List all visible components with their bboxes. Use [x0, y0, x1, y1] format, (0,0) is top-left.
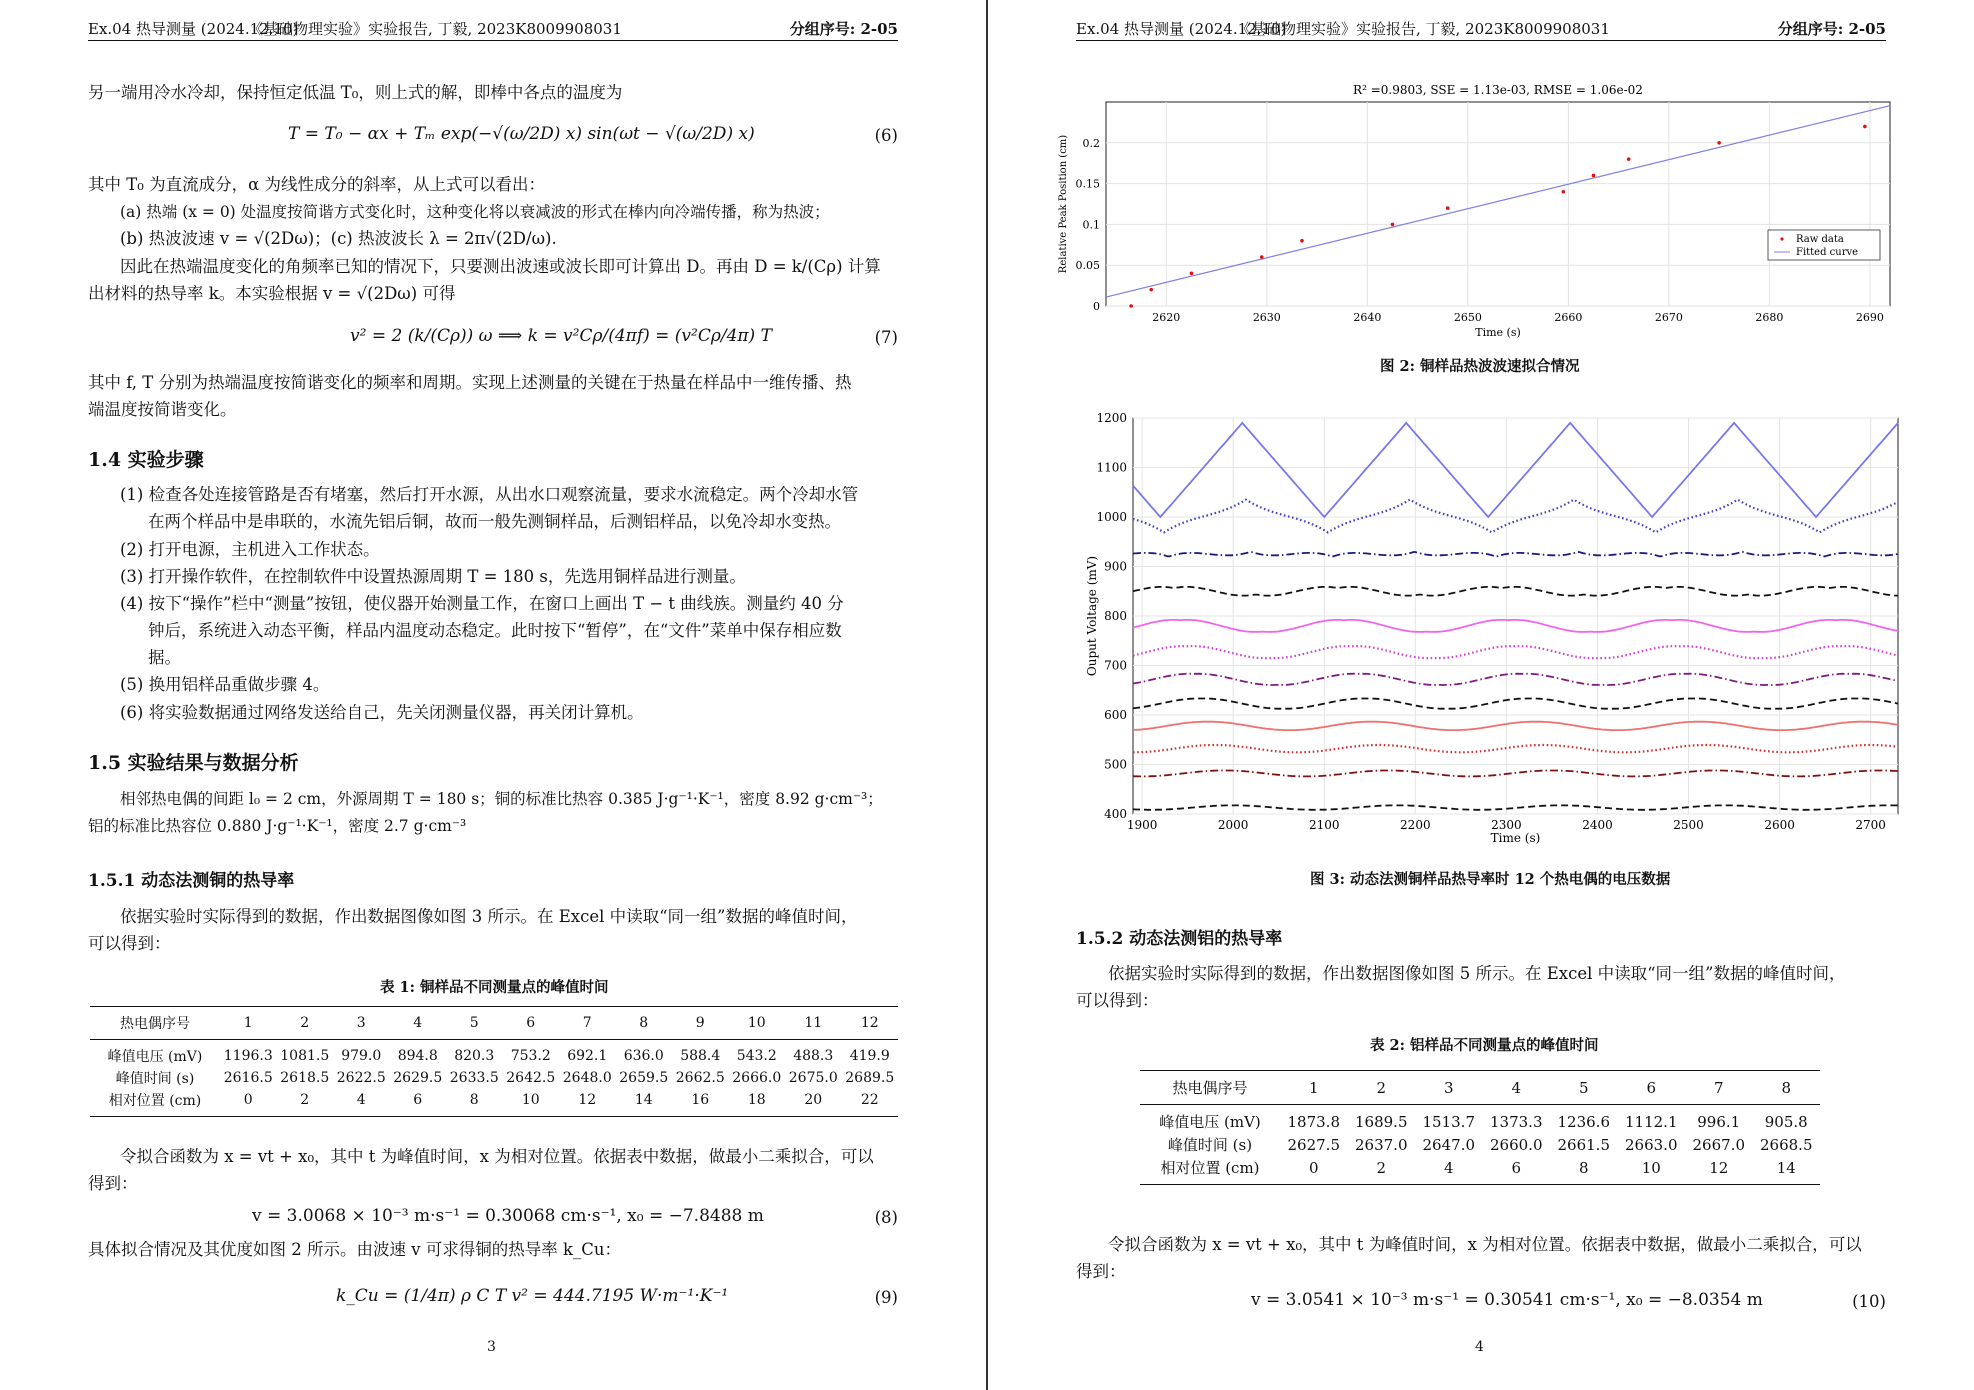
raw-data-point: [1446, 206, 1450, 210]
x-tick-label: 2620: [1152, 311, 1181, 324]
table-row: [90, 1067, 898, 1089]
table-header-cell: 8: [616, 1007, 673, 1040]
paragraph: 另一端用冷水冷却，保持恒定低温 T₀，则上式的解，即棒中各点的温度为: [88, 83, 623, 102]
page-header: [88, 18, 898, 41]
legend-marker: [1780, 237, 1783, 240]
table-cell: 753.2: [510, 1048, 551, 1064]
subsection-heading: 1.5.2 动态法测铝的热导率: [1076, 929, 1283, 949]
table-cell: 0: [1280, 1156, 1348, 1185]
table-cell: 8: [446, 1089, 503, 1117]
list-item: 钟后，系统进入动态平衡，样品内温度动态稳定。此时按下“暂停”，在“文件”菜单中保存相应数: [148, 621, 842, 640]
table-cell: 相对位置 (cm): [90, 1089, 220, 1117]
list-item: 据。: [148, 648, 181, 667]
table-cell: 636.0: [623, 1048, 664, 1064]
y-axis-label: Ouput Voltage (mV): [1085, 555, 1099, 677]
x-tick-label: 2300: [1491, 818, 1522, 832]
table-header-cell: 热电偶序号: [1140, 1071, 1280, 1105]
y-tick-label: 0.05: [1075, 259, 1100, 273]
list-item: (4) 按下“操作”栏中“测量”按钮，使仪器开始测量工作，在窗口上画出 T − t 曲线族。测量约 40 分: [120, 594, 844, 613]
table-header-cell: 2: [1348, 1071, 1416, 1105]
table-cell: 2667.0: [1692, 1135, 1745, 1154]
table-cell: 2: [1348, 1156, 1416, 1185]
equation-number: (6): [874, 126, 898, 145]
paragraph: 得到：: [88, 1174, 138, 1193]
table-header-cell: 1: [220, 1007, 277, 1040]
table-cell: 419.9: [849, 1048, 890, 1064]
header-middle: 《基础物理实验》实验报告, 丁毅, 2023K8009908031: [1236, 20, 1610, 38]
list-item: (a) 热端 (x = 0) 处温度按简谐方式变化时，这种变化将以衰减波的形式在棒内向冷端传播，称为热波；: [120, 203, 830, 221]
table-header-cell: 7: [1685, 1071, 1753, 1105]
paragraph: 依据实验时实际得到的数据，作出数据图像如图 3 所示。在 Excel 中读取“同一组”数据的峰值时间，: [120, 907, 858, 926]
chart-title: R² =0.9803, SSE = 1.13e-03, RMSE = 1.06e-02: [1353, 83, 1643, 97]
table-cell: 2689.5: [845, 1070, 895, 1086]
y-axis-label: Relative Peak Position (cm): [1058, 134, 1069, 274]
table-header-cell: 4: [1483, 1071, 1551, 1105]
table-cell: 588.4: [680, 1048, 721, 1064]
table-cell: 894.8: [397, 1048, 438, 1064]
table-header-cell: 9: [672, 1007, 729, 1040]
table-cell: 692.1: [567, 1048, 608, 1064]
table-caption: 表 1: 铜样品不同测量点的峰值时间: [380, 979, 609, 996]
paragraph: 其中 T₀ 为直流成分，α 为线性成分的斜率，从上式可以看出：: [88, 175, 545, 194]
table-cell: 6: [390, 1089, 447, 1117]
table-cell: 1236.6: [1557, 1112, 1610, 1131]
x-tick-label: 2200: [1400, 818, 1431, 832]
data-table: [1140, 1070, 1820, 1185]
equation-number: (7): [874, 328, 898, 347]
table-cell: 1112.1: [1625, 1112, 1678, 1131]
table-cell: 峰值时间 (s): [1167, 1136, 1253, 1154]
raw-data-point: [1260, 255, 1264, 259]
paragraph: 令拟合函数为 x = vt + x₀，其中 t 为峰值时间，x 为相对位置。依据表中数据，做最小二乘拟合，可以: [120, 1147, 874, 1166]
table-cell: 10: [503, 1089, 560, 1117]
x-tick-label: 2640: [1353, 311, 1382, 324]
table-header-cell: 8: [1753, 1071, 1821, 1105]
table-header-row: [1140, 1071, 1820, 1105]
legend-label: Fitted curve: [1796, 247, 1859, 258]
x-tick-label: 2660: [1554, 311, 1583, 324]
figure-3-voltage-chart: [988, 400, 1974, 860]
table-header-cell: 7: [559, 1007, 616, 1040]
table-cell: 1373.3: [1490, 1112, 1543, 1131]
raw-data-point: [1190, 272, 1194, 276]
data-table: [90, 1006, 898, 1117]
raw-data-point: [1717, 141, 1721, 145]
paragraph: 得到：: [1076, 1262, 1126, 1281]
table-cell: 979.0: [341, 1048, 382, 1064]
table-cell: 2675.0: [788, 1070, 838, 1086]
table-cell: 488.3: [793, 1048, 834, 1064]
table-cell: 1081.5: [280, 1048, 330, 1064]
table-cell: 543.2: [736, 1048, 777, 1064]
table-cell: 22: [842, 1089, 899, 1117]
header-left: Ex.04 热导测量 (2024.12.10): [88, 20, 299, 38]
list-item: (b) 热波波速 v = √(2Dω)；(c) 热波波长 λ = 2π√(2D/ω).: [120, 229, 557, 248]
table-cell: 2637.0: [1355, 1135, 1408, 1154]
y-tick-label: 0.1: [1082, 218, 1100, 232]
y-tick-label: 1200: [1096, 411, 1127, 425]
table-cell: 2668.5: [1760, 1135, 1813, 1154]
y-tick-label: 1000: [1096, 510, 1127, 524]
header-right: 分组序号: 2-05: [1777, 20, 1886, 38]
table-cell: 2659.5: [619, 1070, 669, 1086]
y-tick-label: 600: [1104, 708, 1127, 722]
table-header-cell: 4: [390, 1007, 447, 1040]
table-row: [1140, 1156, 1820, 1185]
table-cell: 820.3: [454, 1048, 495, 1064]
table-cell: 12: [559, 1089, 616, 1117]
paragraph: 相邻热电偶的间距 l₀ = 2 cm，外源周期 T = 180 s；铜的标准比热容 0.385 J·g⁻¹·K⁻¹，密度 8.92 g·cm⁻³；: [120, 790, 883, 808]
list-item: (2) 打开电源，主机进入工作状态。: [120, 540, 380, 559]
table-cell: 14: [616, 1089, 673, 1117]
equation-7: v² = 2 (k/(Cρ)) ω ⟹ k = v²Cρ/(4πf) = (v²Cρ/4π) T: [350, 326, 772, 346]
page-number: 3: [487, 1339, 496, 1355]
equation-10: v = 3.0541 × 10⁻³ m·s⁻¹ = 0.30541 cm·s⁻¹, x₀ = −8.0354 m: [1251, 1290, 1763, 1310]
table-row: [90, 1089, 898, 1117]
table-cell: 2648.0: [562, 1070, 612, 1086]
table-header-cell: 12: [842, 1007, 899, 1040]
x-tick-label: 2630: [1252, 311, 1281, 324]
paragraph: 其中 f, T 分别为热端温度按简谐变化的频率和周期。实现上述测量的关键在于热量在样品中一维传播、热: [88, 373, 852, 392]
section-heading: 1.5 实验结果与数据分析: [88, 752, 299, 774]
table-cell: 1873.8: [1287, 1112, 1340, 1131]
x-tick-label: 2670: [1654, 311, 1683, 324]
equation-9: k_Cu = (1/4π) ρ C T v² = 444.7195 W·m⁻¹·K⁻¹: [336, 1286, 729, 1306]
x-tick-label: 1900: [1126, 818, 1158, 832]
table-cell: 2660.0: [1490, 1135, 1543, 1154]
table-header-cell: 热电偶序号: [90, 1007, 220, 1040]
equation-number: (10): [1852, 1292, 1886, 1311]
y-tick-label: 700: [1104, 658, 1127, 673]
table-cell: 2618.5: [280, 1070, 330, 1086]
y-tick-label: 900: [1104, 559, 1127, 574]
table-header-row: [90, 1007, 898, 1040]
table-cell: 4: [1415, 1156, 1483, 1185]
table-cell: 2633.5: [449, 1070, 499, 1086]
section-heading: 1.4 实验步骤: [88, 449, 204, 471]
list-item: (3) 打开操作软件，在控制软件中设置热源周期 T = 180 s，先选用铜样品进行测量。: [120, 567, 746, 586]
page-number: 4: [1475, 1339, 1484, 1355]
paragraph: 可以得到：: [1076, 991, 1159, 1010]
page-4: [988, 0, 1974, 1390]
y-tick-label: 0.2: [1082, 136, 1100, 150]
table-cell: 峰值电压 (mV): [1159, 1113, 1261, 1131]
table-header-cell: 5: [1550, 1071, 1618, 1105]
table-cell: 2616.5: [223, 1070, 273, 1086]
equation-8: v = 3.0068 × 10⁻³ m·s⁻¹ = 0.30068 cm·s⁻¹, x₀ = −7.8488 m: [252, 1206, 764, 1226]
x-tick-label: 2700: [1855, 818, 1886, 832]
paragraph: 令拟合函数为 x = vt + x₀，其中 t 为峰值时间，x 为相对位置。依据表中数据，做最小二乘拟合，可以: [1108, 1235, 1862, 1254]
x-tick-label: 2000: [1217, 818, 1249, 832]
paragraph: 因此在热端温度变化的角频率已知的情况下，只要测出波速或波长即可计算出 D。再由 D = k/(Cρ) 计算: [120, 257, 881, 276]
header-left: Ex.04 热导测量 (2024.12.10): [1076, 20, 1287, 38]
list-item: (5) 换用铝样品重做步骤 4。: [120, 675, 330, 694]
table-cell: 2: [277, 1089, 334, 1117]
table-header-cell: 3: [1415, 1071, 1483, 1105]
y-tick-label: 500: [1104, 757, 1127, 772]
table-cell: 996.1: [1697, 1112, 1741, 1131]
x-tick-label: 2500: [1673, 818, 1704, 832]
figure-2-fit-chart: [988, 0, 1974, 380]
y-tick-label: 0: [1093, 300, 1100, 313]
header-middle: 《基础物理实验》实验报告, 丁毅, 2023K8009908031: [248, 20, 622, 38]
x-tick-label: 2100: [1308, 818, 1340, 832]
table-cell: 2647.0: [1422, 1135, 1475, 1154]
raw-data-point: [1391, 223, 1395, 227]
table-cell: 2663.0: [1625, 1135, 1678, 1154]
y-tick-label: 0.15: [1075, 177, 1100, 191]
figure-caption: 图 2: 铜样品热波波速拟合情况: [1380, 358, 1580, 375]
table-cell: 14: [1753, 1156, 1821, 1185]
table-header-cell: 11: [785, 1007, 842, 1040]
table-header-cell: 2: [277, 1007, 334, 1040]
raw-data-point: [1129, 304, 1133, 308]
table-cell: 905.8: [1764, 1112, 1808, 1131]
paragraph: 出材料的热导率 k。本实验根据 v = √(2Dω) 可得: [88, 284, 456, 303]
table-row: [1140, 1105, 1820, 1134]
table-header-cell: 1: [1280, 1071, 1348, 1105]
raw-data-point: [1562, 190, 1566, 194]
raw-data-point: [1300, 239, 1304, 243]
table-cell: 0: [220, 1089, 277, 1117]
table-header-cell: 3: [333, 1007, 390, 1040]
x-tick-label: 2680: [1755, 311, 1784, 324]
table-cell: 1513.7: [1422, 1112, 1475, 1131]
table-header-cell: 6: [1618, 1071, 1686, 1105]
list-item: (1) 检查各处连接管路是否有堵塞，然后打开水源，从出水口观察流量，要求水流稳定。两个冷却水管: [120, 485, 859, 504]
equation-6: T = T₀ − αx + Tₘ exp(−√(ω/2D) x) sin(ωt − √(ω/2D) x): [288, 124, 755, 144]
table-cell: 2627.5: [1287, 1135, 1340, 1154]
table-cell: 2661.5: [1557, 1135, 1610, 1154]
y-tick-label: 800: [1104, 609, 1127, 623]
table-cell: 8: [1550, 1156, 1618, 1185]
list-item: 在两个样品中是串联的，水流先铝后铜，故而一般先测铜样品，后测铝样品，以免冷却水变热。: [148, 512, 841, 531]
y-tick-label: 1100: [1096, 460, 1127, 475]
paragraph: 依据实验时实际得到的数据，作出数据图像如图 5 所示。在 Excel 中读取“同一组”数据的峰值时间，: [1108, 964, 1846, 983]
figure-caption: 图 3: 动态法测铜样品热导率时 12 个热电偶的电压数据: [1310, 871, 1671, 888]
table-row: [1140, 1133, 1820, 1156]
table-header-cell: 10: [729, 1007, 786, 1040]
subsection-heading: 1.5.1 动态法测铜的热导率: [88, 871, 295, 891]
table-cell: 2642.5: [506, 1070, 556, 1086]
table-cell: 18: [729, 1089, 786, 1117]
x-tick-label: 2400: [1582, 818, 1613, 832]
paragraph: 铝的标准比热容位 0.880 J·g⁻¹·K⁻¹，密度 2.7 g·cm⁻³: [88, 817, 467, 835]
paragraph: 端温度按简谐变化。: [88, 400, 237, 419]
raw-data-point: [1863, 125, 1867, 129]
table-cell: 4: [333, 1089, 390, 1117]
table-cell: 10: [1618, 1156, 1686, 1185]
equation-number: (9): [874, 1288, 898, 1307]
x-tick-label: 2600: [1764, 818, 1795, 832]
x-tick-label: 2690: [1855, 311, 1884, 324]
equation-number: (8): [874, 1208, 898, 1227]
table-cell: 峰值时间 (s): [115, 1071, 195, 1087]
list-item: (6) 将实验数据通过网络发送给自己，先关闭测量仪器，再关闭计算机。: [120, 703, 644, 722]
table-cell: 相对位置 (cm): [1140, 1156, 1280, 1185]
raw-data-point: [1592, 174, 1596, 178]
paragraph: 可以得到：: [88, 934, 171, 953]
table-cell: 12: [1685, 1156, 1753, 1185]
table-cell: 1196.3: [223, 1048, 273, 1064]
table-header-cell: 6: [503, 1007, 560, 1040]
table-cell: 2662.5: [675, 1070, 725, 1086]
table-caption: 表 2: 铝样品不同测量点的峰值时间: [1370, 1037, 1599, 1054]
table-cell: 峰值电压 (mV): [107, 1049, 203, 1065]
legend-label: Raw data: [1796, 234, 1844, 245]
table-cell: 20: [785, 1089, 842, 1117]
x-tick-label: 2650: [1453, 311, 1482, 324]
raw-data-point: [1627, 157, 1631, 161]
page-3: [0, 0, 986, 1390]
x-axis-label: Time (s): [1490, 831, 1541, 845]
table-cell: 6: [1483, 1156, 1551, 1185]
table-header-cell: 5: [446, 1007, 503, 1040]
table-row: [90, 1040, 898, 1068]
header-right: 分组序号: 2-05: [789, 20, 898, 38]
table-cell: 2629.5: [393, 1070, 443, 1086]
table-cell: 2622.5: [336, 1070, 386, 1086]
table-cell: 16: [672, 1089, 729, 1117]
table-cell: 1689.5: [1355, 1112, 1408, 1131]
y-tick-label: 400: [1104, 807, 1127, 821]
plot-area: [1106, 102, 1890, 306]
raw-data-point: [1149, 288, 1153, 292]
x-axis-label: Time (s): [1475, 326, 1521, 339]
paragraph: 具体拟合情况及其优度如图 2 所示。由波速 v 可求得铜的热导率 k_Cu：: [88, 1240, 622, 1259]
table-cell: 2666.0: [732, 1070, 782, 1086]
